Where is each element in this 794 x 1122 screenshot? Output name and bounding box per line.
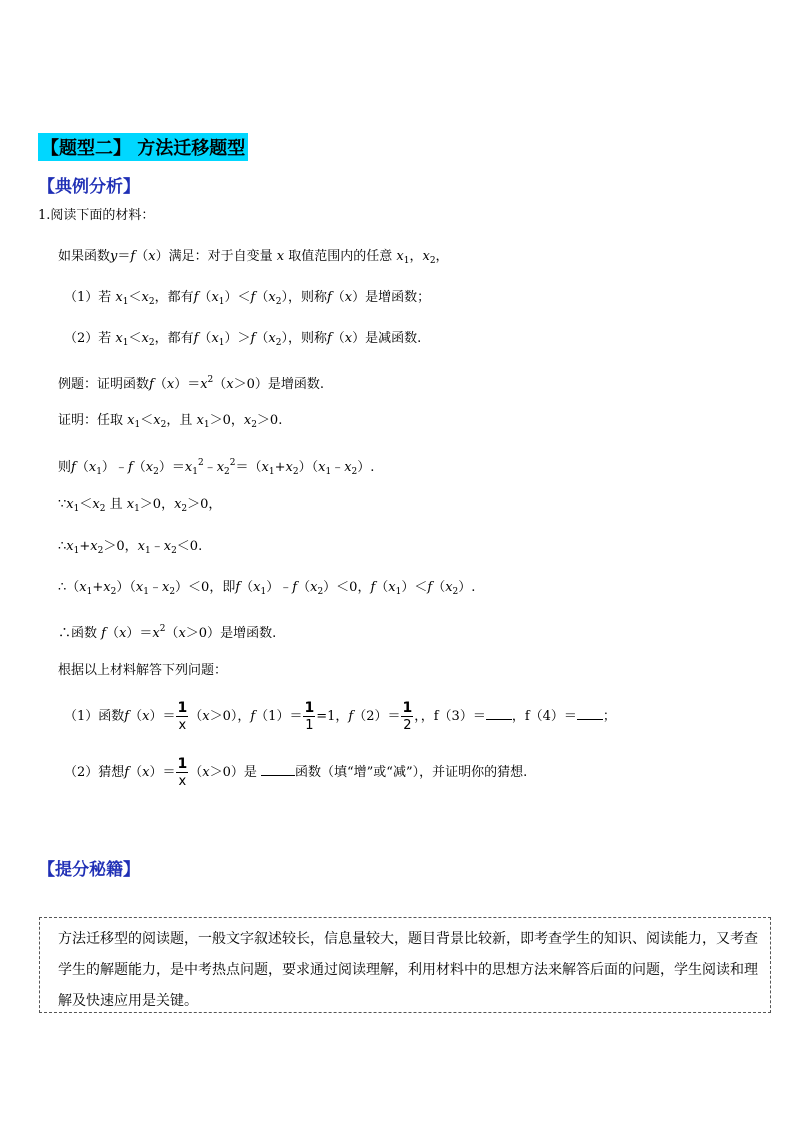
answer-blank-f4[interactable]: [577, 707, 603, 720]
section-heading: 【题型二】 方法迁移题型: [38, 133, 248, 161]
proof-therefore-product: $\therefore(x_1+x_2)(x_1﹣x_2)<0$，即$f(x_1)﹣f(x_2)<0$，$f(x_1)<f(x_2)$.: [58, 580, 476, 597]
example-title: 【典例分析】: [38, 177, 140, 197]
proof-because: $\because x_1<x_2$ 且 $x_1>0$，$x_2>0$，: [58, 497, 222, 514]
proof-conclusion: ∴函数 $f(x)=x^2(x>0)$是增函数.: [58, 624, 277, 641]
definition-line: 如果函数y＝f（x）满足：对于自变量 x 取值范围内的任意 $x_1$，$x_2$，: [58, 249, 449, 266]
question-2: （2）猜想f（x）＝ $\frac{1}{x}$ （x＞0）是 函数（填“增”或“减”），并证明你的猜想.: [64, 756, 528, 789]
question-intro: 1.阅读下面的材料：: [38, 208, 155, 223]
example-statement: 例题：证明函数$f(x)=x^2(x>0)$是增函数.: [58, 375, 325, 392]
answer-blank-f3[interactable]: [486, 707, 512, 720]
fraction-1-over-x-q2: $\frac{1}{x}$: [177, 756, 188, 789]
proof-therefore-signs: $\therefore x_1+x_2>0$，$x_1﹣x_2<0$.: [58, 539, 203, 556]
increasing-definition: （1）若 $x_1<x_2$，都有$f(x_1)<f(x_2)$，则称f（x）是增函数；: [64, 290, 431, 307]
proof-difference: 则$f(x_1)﹣f(x_2)=x_1^2﹣x_2^2=(x_1+x_2)(x_1﹣x_2)$.: [58, 458, 375, 477]
tips-text: 方法迁移型的阅读题，一般文字叙述较长，信息量较大，题目背景比较新，即考查学生的知识、阅读能力，又考查学生的解题能力，是中考热点问题，要求通过阅读理解，利用材料中的思想方法来解答后面的问题，学生阅读和理解及快速应用是关键。: [58, 931, 758, 1009]
task-intro: 根据以上材料解答下列问题：: [58, 663, 228, 678]
question-1: （1）函数f（x）＝ $\frac{1}{x}$ （x＞0），f（1）＝ $\frac{1}{1}$ =1，f（2）＝ $\frac{1}{2}$ ，，f（3）＝ ，f（4）＝ ；: [64, 700, 616, 733]
decreasing-definition: （2）若 $x_1<x_2$，都有$f(x_1)>f(x_2)$，则称f（x）是减函数.: [64, 331, 422, 348]
fraction-1-over-x: $\frac{1}{x}$: [177, 700, 188, 733]
fraction-1-over-1: $\frac{1}{1}$: [304, 700, 315, 733]
proof-start: 证明：任取 $x_1<x_2$，且 $x_1>0$，$x_2>0$.: [58, 413, 283, 430]
answer-blank-monotonic[interactable]: [261, 763, 295, 776]
tips-box: [39, 917, 771, 1013]
fraction-1-over-2: $\frac{1}{2}$: [402, 700, 413, 733]
tips-title: 【提分秘籍】: [38, 860, 140, 880]
